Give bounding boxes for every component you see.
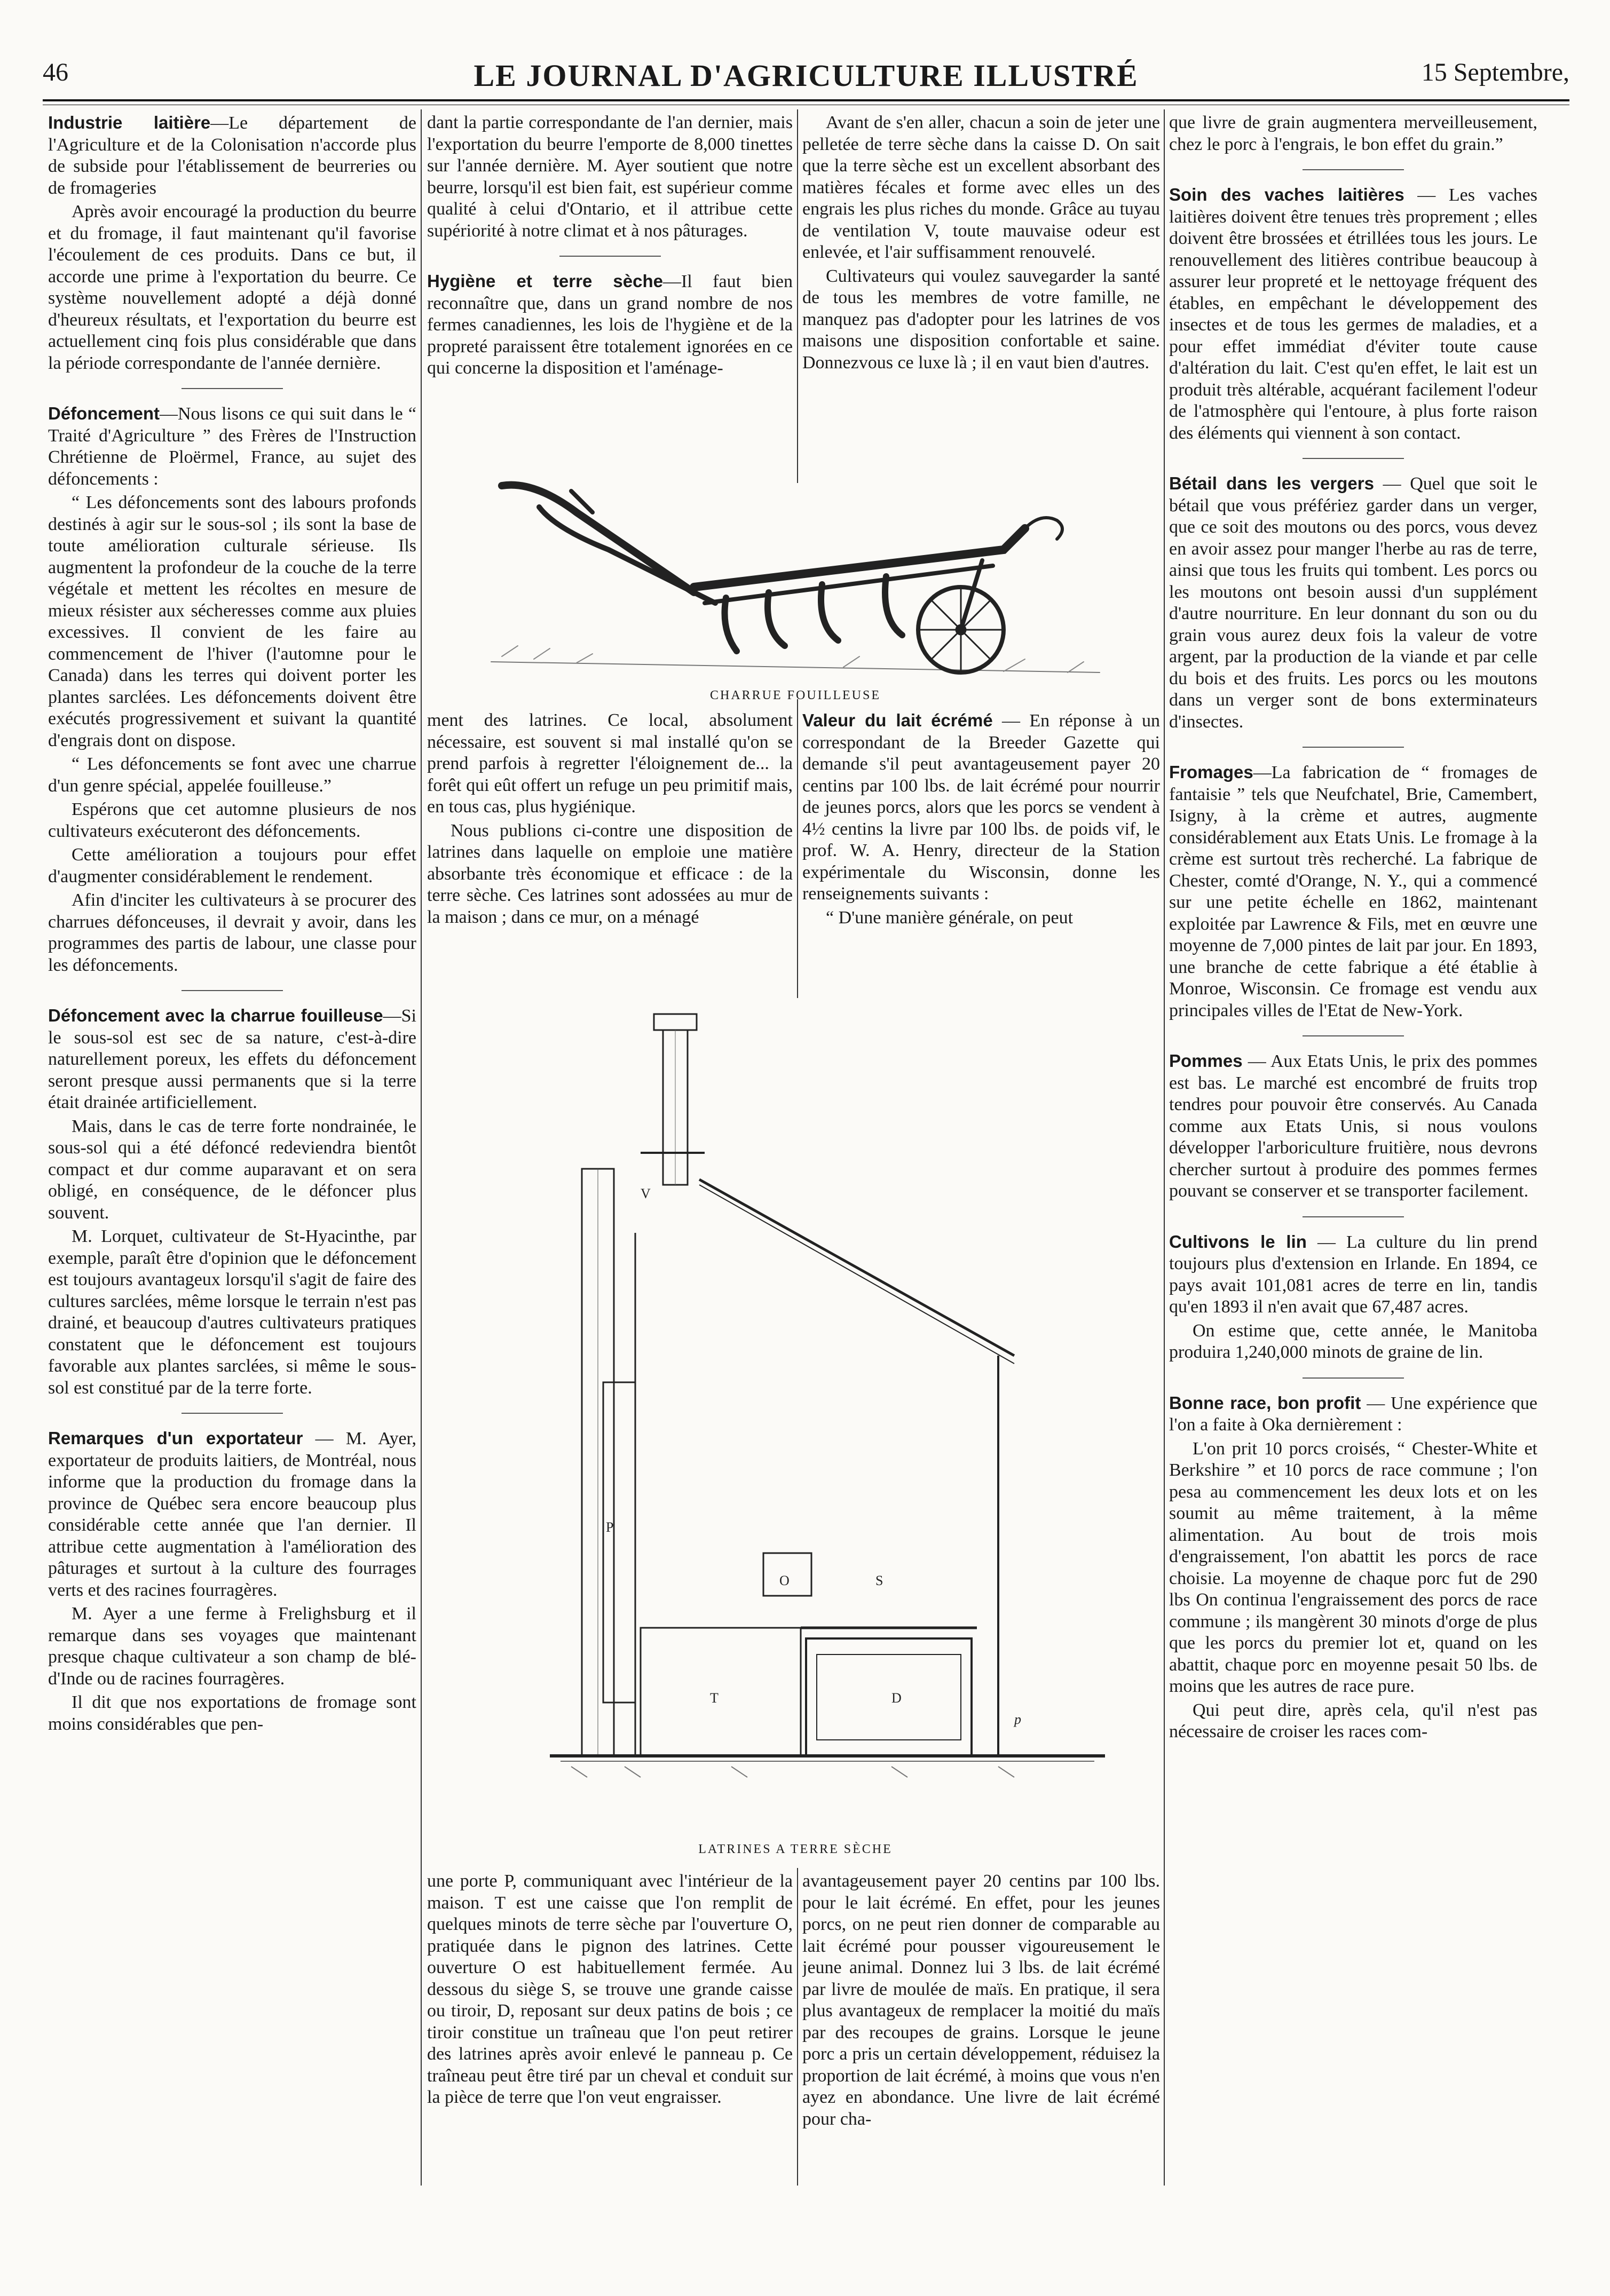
article-paragraph [48,1226,416,1399]
article-text: — Quel que soit le bétail que vous préfériez garder dans un verger, que ce soit des moutons ou des porcs, vous devez en avoir assez pour manger l'herbe au ras de terre, ainsi que tous les fruits qui tombent. Les porcs ou les moutons ont besoin aussi d'un supplément d'autre nourriture. En leur donnant du son ou du grain vous aurez deux fois la valeur de votre argent, par la production de la viande et par celle du bois et des fruits. Les porcs ou les moutons dans un verger sont de bons exterminateurs d'insectes. [1169,474,1537,732]
article-paragraph [48,1116,416,1224]
article-lead-paragraph [1169,1050,1537,1202]
article-text: L'on prit 10 porcs croisés, “ Chester-White et Berkshire ” et 10 porcs de race commune ; l'on pesa au commencement les deux lots et on les soumit au même traitement, à la même alimentation. Au bout de trois mois d'engraissement, l'on abattit les porcs de race choisie. La moyenne de chaque porc fut de 290 lbs On continua l'engraissement des porcs de race commune ; ils mangèrent 30 minots d'orge de plus que les porcs du premier lot et, quand on les abattit, chaque porc en moyenne pesait 50 lbs. de moins que les autres de race pure. [1169,1438,1537,1696]
article-lead-paragraph [802,710,1160,905]
article-text: —La fabrication de “ fromages de fantaisie ” tels que Neufchatel, Brie, Camembert, Isigny, à la crème et autres, augmente considérablement aux Etats Unis. Le fromage à la crème est surtout très recherché. La fabrique de Chester, comté d'Orange, N. Y., qui a commencé sur une petite échelle en 1862, maintenant exploitée par Lawrence & Fils, met en œuvre une moyenne de 7,000 pintes de lait par jour. En 1893, une branche de cette fabrique a été établie à Monroe, Wisconsin. Ce fromage est vendu aux principales villes de l'Etat de New-York. [1169,763,1537,1020]
section-separator [1303,747,1404,748]
section-separator [181,990,283,991]
article-paragraph [48,492,416,751]
article-text: — Les vaches laitières doivent être tenues très proprement ; elles doivent être brossées et étrillées tous les jours. Le renouvellement des litières contribue beaucoup à assurer leur propreté et le nettoyage fréquent des étables, en empêchant le développement des insectes et de tous les germes de maladies, et a pour effet immédiat d'éviter toute cause d'altération du lait. C'est qu'en effet, le lait est un produit très altérable, acquérant facilement l'odeur de l'atmosphère qui l'entoure, à plus forte raison des éléments qui viennent à son contact. [1169,185,1537,443]
journal-title: LE JOURNAL D'AGRICULTURE ILLUSTRÉ [473,58,1139,93]
article-paragraph [1169,1320,1537,1364]
column-divider [797,1868,798,2186]
article-text: une porte P, communiquant avec l'intérieur de la maison. T est une caisse que l'on remplit de quelques minots de terre sèche par l'ouverture O, pratiquée dans le pignon des latrines. Cette ouverture O est habituellement fermée. Au dessous du siège S, se trouve une grande caisse ou tiroir, D, reposant sur deux patins de bois ; ce tiroir constitue un traîneau que l'on peut retirer des latrines après avoir enlevé le panneau p. Ce traîneau peut être tiré par un cheval et conduit sur la pièce de terre que l'on veut engraisser. [427,1871,793,2107]
article-lead-paragraph [1169,473,1537,733]
label-p: P [606,1519,614,1535]
article-paragraph [802,266,1160,374]
article-text: Après avoir encouragé la production du beurre et du fromage, il faut maintenant qu'il favorise l'écoulement de ces produits. Dans ce but, il accorde une prime à l'exportation du beurre. Ce système nouvellement adopté a déjà donné d'heureux résultats, et l'exportation du beurre est actuellement cinq fois plus considérable que dans la période correspondante de l'année dernière. [48,202,416,373]
column-2-middle [427,710,793,998]
column-2-top [427,112,793,486]
article-text: —Si le sous-sol est sec de sa nature, c'est-à-dire naturellement poreux, les effets du défoncement seront presque aussi permanents que si la terre était drainée artificiellement. [48,1006,416,1112]
article-text: “ D'une manière générale, on peut [826,907,1074,928]
article-paragraph [1169,1700,1537,1743]
article-text: ment des latrines. Ce local, absolument nécessaire, est souvent si mal installé qu'on se prend parfois à regretter l'éloignement de... la forêt qui eût offert un refuge un peu primitif mais, en tous cas, plus hygiénique. [427,710,793,817]
header-rule [43,99,1569,101]
section-separator [1303,1216,1404,1217]
plow-caption: CHARRUE FOUILLEUSE [709,688,881,702]
article-heading: Soin des vaches laitières [1169,185,1404,204]
article-heading: Hygiène et terre sèche [427,271,663,291]
article-paragraph [1169,1438,1537,1698]
issue-date: 15 Septembre, [1421,58,1569,86]
label-d: D [891,1690,902,1706]
article-text: — Une expérience que l'on a faite à Oka dernièrement : [1169,1393,1537,1435]
column-3-top [802,112,1160,486]
article-heading: Bétail dans les vergers [1169,473,1374,493]
label-p-small: p [1014,1712,1021,1727]
article-heading: Pommes [1169,1051,1243,1071]
article-text: M. Lorquet, cultivateur de St-Hyacinthe, par exemple, paraît être d'opinion que le défoncement est toujours avantageux lorsqu'il s'agit de faire des cultures sarclées, même lorsque le terrain n'est pas drainé, et beaucoup d'autres cultivateurs pratiques constatent que le défoncement est toujours favorable aux plantes sarclées, si même le sous-sol est constitué par de la terre forte. [48,1226,416,1398]
section-separator [1303,1035,1404,1036]
column-divider [421,109,422,2186]
page-number: 46 [43,58,68,86]
article-paragraph [427,112,793,242]
article-text: Cette amélioration a toujours pour effet d'augmenter considérablement le rendement. [48,845,416,886]
article-text: — En réponse à un correspondant de la Breeder Gazette qui demande s'il peut avantageusement payer 20 centins par 100 lbs. de lait écrémé pour nourrir de jeunes porcs, alors que les porcs se vendent à 4½ centins la livre par 100 lbs. de poids vif, le prof. W. A. Henry, directeur de la Station expérimentale du Wisconsin, donne les renseignements suivants : [802,711,1160,904]
article-text: Qui peut dire, après cela, qu'il n'est pas nécessaire de croiser les races com- [1169,1700,1537,1741]
label-s: S [875,1573,883,1588]
article-text: On estime que, cette année, le Manitoba produira 1,240,000 minots de graine de lin. [1169,1320,1537,1362]
article-paragraph [427,710,793,818]
article-text: dant la partie correspondante de l'an dernier, mais l'exportation du beurre l'emporte de 8,000 tinettes sur l'année dernière. M. Ayer soutient que notre beurre, lorsqu'il est bien fait, est supérieur comme qualité à celui d'Ontario, et il attribue cette supériorité à notre climat et à nos pâturages. [427,113,793,241]
article-paragraph [48,754,416,797]
article-heading: Bonne race, bon profit [1169,1392,1361,1413]
article-paragraph [48,844,416,888]
article-heading: Fromages [1169,762,1253,782]
article-paragraph [48,1603,416,1690]
article-text: — Aux Etats Unis, le prix des pommes est bas. Le marché est encombré de fruits trop tendres pour pouvoir être conservés. Au Canada comme aux Etats Unis, si nous voulons développer l'arboriculture fruitière, nous devrons chercher surtout à produire des pommes fermes pouvant se conserver et se transporter facilement. [1169,1051,1537,1201]
article-text: — La culture du lin prend toujours plus d'extension en Irlande. En 1894, ce pays avait 101,081 acres de terre en lin, tandis qu'en 1893 il n'en avait que 67,487 acres. [1169,1232,1537,1317]
article-paragraph [48,799,416,842]
latrine-illustration [464,1009,1121,1809]
section-separator [181,388,283,389]
column-3-middle [802,710,1160,998]
article-lead-paragraph [48,403,416,490]
article-text: —Le département de l'Agriculture et de la Colonisation n'accorde plus de subside pour l'établissement de beurreries ou de fromageries [48,113,416,198]
article-lead-paragraph [1169,1231,1537,1318]
column-1 [48,112,416,2194]
plow-drawing [470,470,1121,683]
article-lead-paragraph [1169,762,1537,1022]
article-heading: Défoncement [48,403,160,423]
article-lead-paragraph [48,1005,416,1114]
article-paragraph [427,820,793,929]
article-paragraph [1169,112,1537,155]
column-3-bottom [802,1871,1160,2186]
article-text: Nous publions ci-contre une disposition de latrines dans laquelle on emploie une matière absorbante très économique et efficace : de la terre sèche. Ces latrines sont adossées au mur de la maison ; dans ce mur, on a ménagé [427,820,793,927]
article-text: Il dit que nos exportations de fromage sont moins considérables que pen- [48,1692,416,1734]
article-text: “ Les défoncements se font avec une charrue d'un genre spécial, appelée fouilleuse.” [48,754,416,796]
label-v: V [641,1186,651,1201]
column-2-bottom [427,1871,793,2186]
article-heading: Industrie laitière [48,113,211,132]
column-divider [1164,109,1165,2186]
article-text: Mais, dans le cas de terre forte nondrainée, le sous-sol qui a été défoncé redeviendra bientôt compact et dur comme auparavant et on sera obligé, en conséquence, de le défoncer plus souvent. [48,1116,416,1223]
article-text: Cultivateurs qui voulez sauvegarder la santé de tous les membres de votre famille, ne manquez pas d'adopter pour les latrines de vos maisons une disposition confortable et saine. Donnezvous ce luxe là ; il en vaut bien d'autres. [802,266,1160,373]
article-heading: Valeur du lait écrémé [802,710,993,730]
article-text: M. Ayer a une ferme à Frelighsburg et il remarque dans ses voyages que maintenant presque chaque cultivateur a son champ de blé-d'Inde ou de racines fourragères. [48,1604,416,1689]
plow-illustration [470,470,1121,683]
latrine-drawing [464,1009,1121,1809]
article-paragraph [48,890,416,976]
article-lead-paragraph [48,1428,416,1601]
article-text: “ Les défoncements sont des labours profonds destinés à agir sur le sous-sol ; ils sont la base de toute amélioration culturale sérieuse. Ils augmentent la profondeur de la couche de la terre végétale et mettent les récoltes en mesure de mieux résister aux sécheresses comme aux pluies excessives. Il convient de les faire au commencement de l'hiver (l'automne pour le Canada) dans les terres qui doivent porter les plantes sarclées. Les défoncements doivent être exécutés progressivement et suivant la quantité d'engrais dont on dispose. [48,493,416,750]
label-o: O [779,1573,790,1588]
article-text: Avant de s'en aller, chacun a soin de jeter une pelletée de terre sèche dans la caisse D. On sait que la terre sèche est un excellent absorbant des matières fécales et forme avec elles un des engrais les plus riches du monde. Grâce au tuyau de ventilation V, toute mauvaise odeur est enlevée, et l'air suffisamment renouvelé. [802,113,1160,262]
column-divider [797,699,798,998]
article-text: —Il faut bien reconnaître que, dans un grand nombre de nos fermes canadiennes, les lois de l'hygiène et de la propreté paraissent être totalement ignorées en ce qui concerne la disposition et l'aménage- [427,272,793,378]
section-separator [1303,458,1404,459]
article-heading: Remarques d'un exportateur [48,1428,303,1448]
article-text: Espérons que cet automne plusieurs de nos cultivateurs exécuteront des défoncements. [48,799,416,841]
article-paragraph [802,907,1160,929]
column-4 [1169,112,1537,2194]
section-separator [1303,169,1404,170]
article-text: —Nous lisons ce qui suit dans le “ Traité d'Agriculture ” des Frères de l'Instruction Chrétienne de Ploërmel, France, au sujet des défoncements : [48,404,416,489]
article-paragraph [427,1871,793,2109]
article-text: Afin d'inciter les cultivateurs à se procurer des charrues défonceuses, il devrait y avoir, dans les programmes des partis de labour, une classe pour les défoncements. [48,890,416,975]
latrine-caption: LATRINES A TERRE SÈCHE [698,1842,893,1856]
article-text: que livre de grain augmentera merveilleusement, chez le porc à l'engrais, le bon effet du grain.” [1169,113,1537,154]
article-paragraph [802,112,1160,264]
label-t: T [710,1690,719,1706]
article-heading: Cultivons le lin [1169,1231,1307,1252]
article-lead-paragraph [427,271,793,379]
article-paragraph [48,201,416,374]
article-text: — M. Ayer, exportateur de produits laitiers, de Montréal, nous informe que la production du fromage dans la province de Québec sera encore beaucoup plus considérable cette année que l'an dernier. Il attribue cette augmentation à l'amélioration des pâturages et surtout à la culture des fourrages verts et des racines fourragères. [48,1429,416,1600]
article-paragraph [802,1871,1160,2130]
section-separator [1303,1377,1404,1379]
article-lead-paragraph [1169,1392,1537,1436]
page-header [43,58,1569,100]
article-paragraph [48,1692,416,1735]
section-separator [181,1413,283,1414]
article-text: avantageusement payer 20 centins par 100 lbs. pour le lait écrémé. En effet, pour les jeunes porcs, on ne peut rien donner de comparable au lait écrémé pour pousser vigoureusement le jeune animal. Donnez lui 3 lbs. de lait écrémé par livre de moulée de maïs. En pratique, il sera plus avantageux de remplacer la moitié du maïs par des recoupes de grains. Lorsque le jeune porc a pris un certain développement, réduisez la proportion de lait écrémé, à moins que vous n'en ayez en abondance. Une livre de lait écrémé pour cha- [802,1871,1160,2129]
column-divider [797,109,798,483]
article-heading: Défoncement avec la charrue fouilleuse [48,1006,383,1025]
article-lead-paragraph [48,112,416,199]
article-lead-paragraph [1169,184,1537,444]
section-separator [559,256,661,257]
